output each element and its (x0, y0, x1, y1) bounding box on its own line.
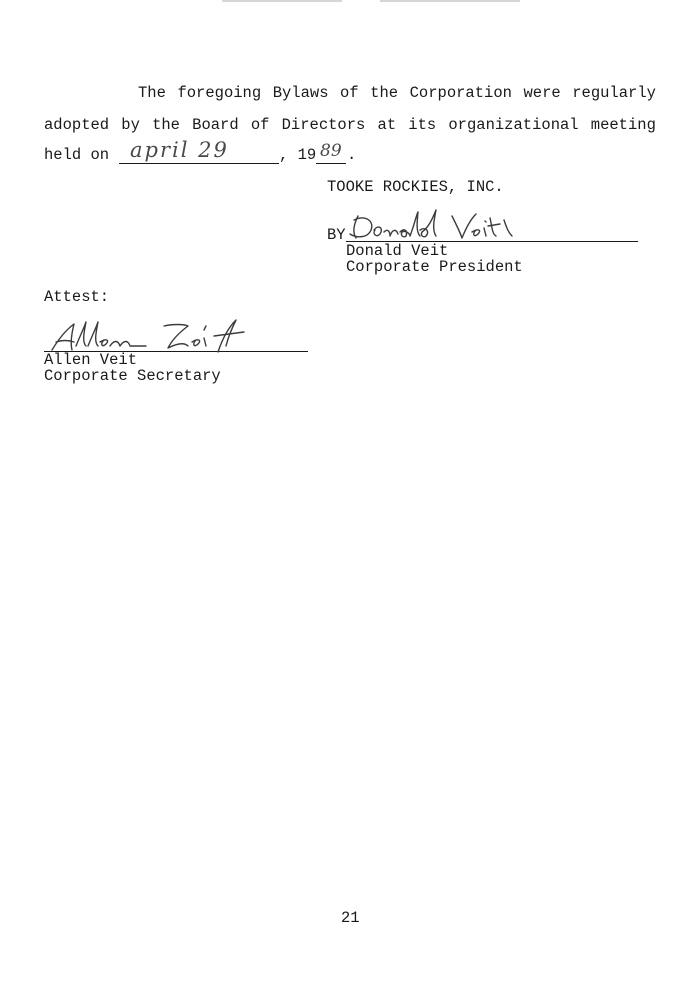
word: by (121, 116, 140, 134)
president-title: Corporate President (346, 258, 523, 276)
word: Board (192, 116, 239, 134)
president-signature (344, 206, 534, 246)
word: its (408, 116, 437, 134)
word: regularly (572, 84, 656, 102)
year-handwritten: 89 (320, 141, 342, 161)
word: adopted (44, 116, 110, 134)
word: Bylaws (272, 84, 329, 102)
word: at (377, 116, 397, 134)
word: meeting (590, 116, 656, 134)
secretary-name: Allen Veit (44, 351, 138, 369)
word: the (152, 116, 180, 134)
word: the (370, 84, 399, 102)
date-fill-line (119, 163, 279, 164)
scan-artifact (222, 0, 342, 2)
word: of (250, 116, 270, 134)
word: organizational (448, 116, 579, 134)
held-on-label: held on (44, 146, 110, 164)
year-prefix: , 19 (279, 146, 317, 164)
word: of (340, 84, 359, 102)
president-name: Donald Veit (346, 242, 449, 260)
year-fill-line (316, 163, 346, 164)
date-handwritten: april 29 (130, 138, 229, 162)
paragraph-line-3 (44, 146, 109, 164)
by-label: BY (327, 226, 346, 244)
paragraph-line-2 (44, 116, 656, 134)
word: were (523, 84, 561, 102)
end-period: . (347, 146, 357, 164)
word: Directors (281, 116, 366, 134)
word: Corporation (409, 84, 512, 102)
word: foregoing (177, 84, 262, 102)
secretary-signature (48, 316, 268, 356)
attest-label: Attest: (44, 288, 110, 306)
scan-artifact (380, 0, 520, 2)
company-name: TOOKE ROCKIES, INC. (327, 178, 504, 196)
word: The (138, 84, 166, 102)
secretary-title: Corporate Secretary (44, 367, 221, 385)
page-number: 21 (341, 909, 360, 927)
paragraph-line-1 (138, 84, 656, 102)
